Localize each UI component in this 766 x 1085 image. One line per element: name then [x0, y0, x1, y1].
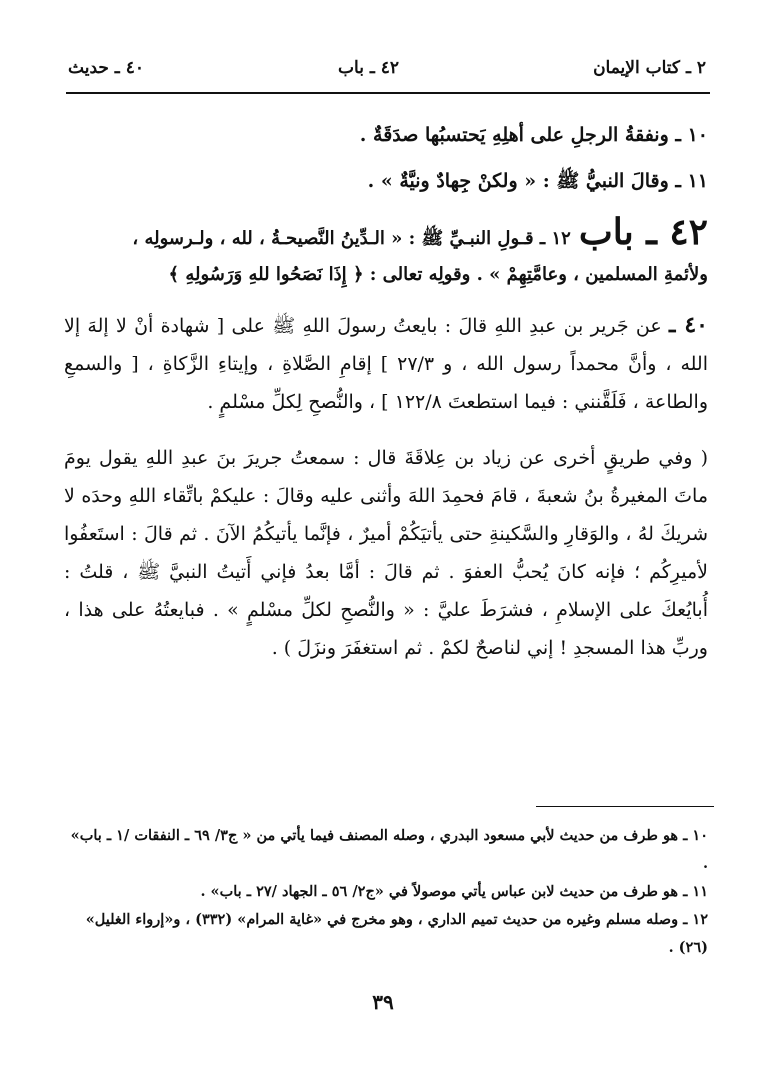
header-chapter: ٤٢ ـ باب: [338, 58, 400, 78]
header-hadith-number: ٤٠ ـ حديث: [68, 58, 144, 78]
footnote-12: ١٢ ـ وصله مسلم وغيره من حديث تميم الداري ، وهو مخرج في «غاية المرام» (٣٣٢) ، و«إرواء الغليل» (٢٦) .: [85, 911, 708, 956]
footnote-divider: [536, 806, 714, 807]
hadith-40: [64, 306, 708, 421]
other-route-paragraph: ( وفي طريقٍ أخرى عن زياد بن عِلاقَةَ قال : سمعتُ جريرَ بنَ عبدِ اللهِ يقول يومَ ماتَ المغيرةُ بنُ شعبةَ ، قامَ فحمِدَ اللهَ وأثنى عليه وقالَ : عليكمْ باتِّقاء اللهِ وحدَه لا شريكَ لهُ ، والوَقارِ والسَّكينةِ حتى يأتيَكُمْ أميرٌ ، فإنَّما يأتيكُمُ الآنَ . ثم قالَ : استَعفُوا لأميرِكُم ؛ فإنه كانَ يُحبُّ العفوَ . ثم قالَ : أمَّا بعدُ فإني أَتيتُ النبيَّ ﷺ ، قلتُ : أُبايُعكَ على الإسلامِ ، فشرَطَ عليَّ : « والنُّصحِ لكلِّ مسْلمٍ » . فبايعتُهُ على هذا ، وربِّ هذا المسجدِ ! إني لناصحٌ لكمْ . ثم استغفَرَ ونزَلَ ) .: [64, 447, 708, 659]
item-11: ١١ ـ وقالَ النبيُّ ﷺ : « ولكنْ جِهادٌ ونيَّةٌ » .: [367, 170, 708, 192]
chapter-title: ٤٢ ـ باب: [578, 211, 708, 253]
chapter-heading-block: [64, 210, 708, 292]
header-book-title: ٢ ـ كتاب الإيمان: [593, 58, 706, 78]
footnote-11: ١١ ـ هو طرف من حديث لابن عباس يأتي موصولاً في «ج٢/ ٥٦ ـ الجهاد /٢٧ ـ باب» .: [200, 883, 708, 900]
running-header: [68, 58, 706, 78]
page-number: ٣٩: [372, 990, 394, 1014]
chapter-heading-text: ١٢ ـ قـولِ النبـيِّ ﷺ : « الـدِّينُ النَّصيحـةُ ، لله ، ولـرسولِه ،: [132, 228, 571, 249]
footnotes: [66, 822, 708, 962]
main-text: [64, 118, 708, 675]
header-divider: [66, 92, 710, 94]
footnote-10: ١٠ ـ هو طرف من حديث لأبي مسعود البدري ، وصله المصنف فيما يأتي من « ج٣/ ٦٩ ـ النفقات /١ ـ باب» .: [70, 827, 708, 872]
hadith-number: ٤٠ ـ: [669, 312, 708, 338]
item-10: ١٠ ـ ونفقةُ الرجلِ على أهلِهِ يَحتسبُها صدَقَةٌ .: [359, 124, 708, 146]
chapter-heading-continuation: ولأئمةِ المسلمين ، وعامَّتِهِمْ » . وقولِه تعالى : ﴿ إِذَا نَصَحُوا للهِ وَرَسُولِهِ ﴾: [168, 264, 708, 285]
hadith-text: عن جَرير بن عبدِ اللهِ قالَ : بايعتُ رسولَ اللهِ ﷺ على [ شهادة أنْ لا إلهَ إلا الله ، وأنَّ محمداً رسول الله ، و ٢٧/٣ ] إقامِ الصَّلاةِ ، وإيتاءِ الزَّكاةِ ، [ والسمعِ والطاعة ، فَلَقَّنني : فيما استطعتَ ١٢٢/٨ ] ، والنُّصحِ لِكلِّ مسْلمٍ .: [64, 315, 708, 413]
